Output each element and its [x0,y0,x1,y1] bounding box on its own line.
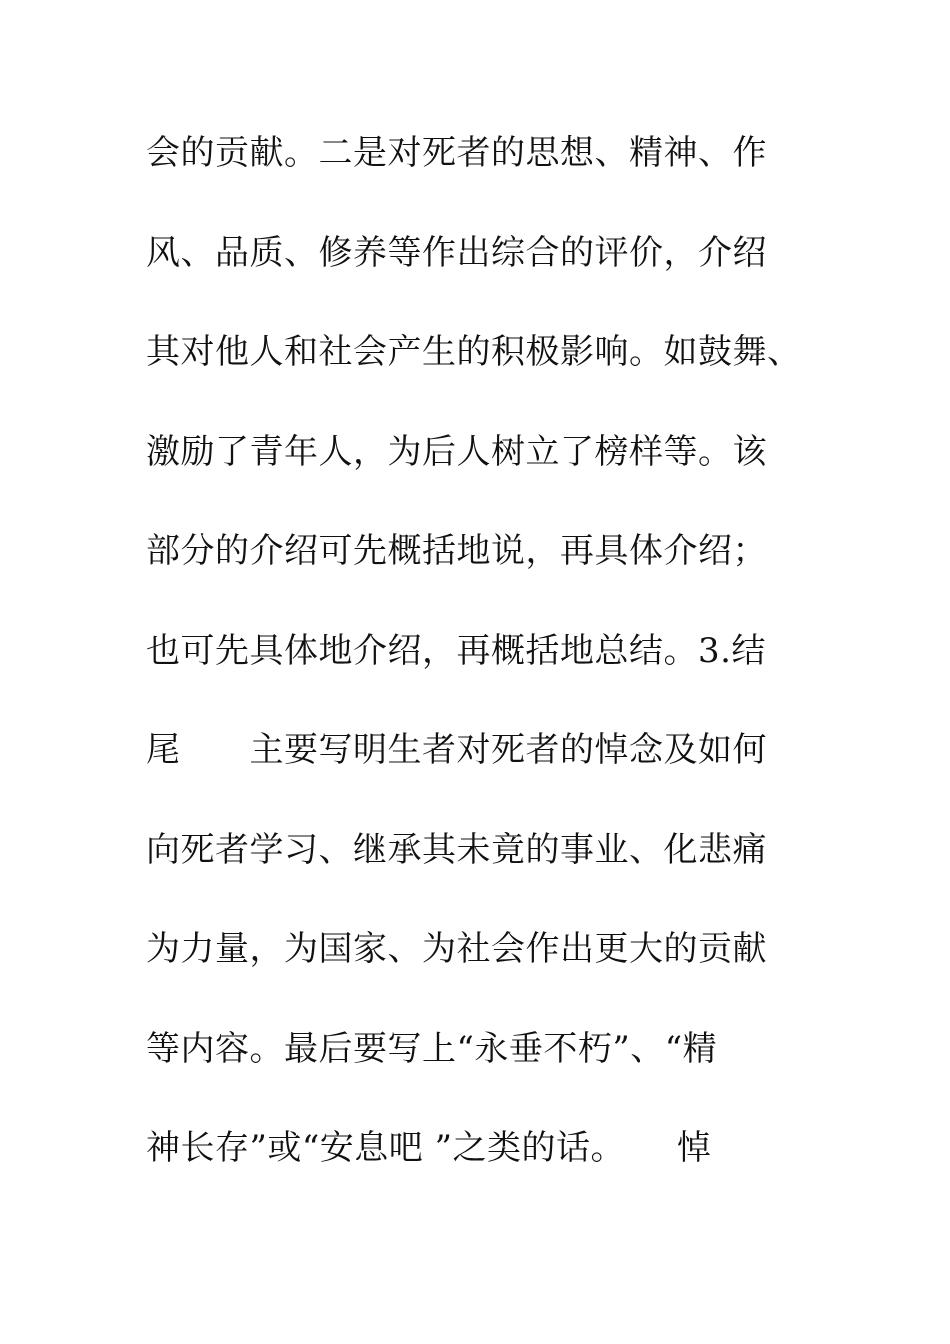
text-line: 激励了青年人，为后人树立了榜样等。该 [146,431,767,472]
text-line: 部分的介绍可先概括地说，再具体介绍； [146,531,767,571]
text-line: 其对他人和社会产生的积极影响。如鼓舞、 [146,332,802,372]
text-line: 为力量，为国家、为社会作出更大的贡献 [146,929,767,969]
text-line: 尾 主要写明生者对死者的悼念及如何 [146,730,767,770]
text-line: 向死者学习、继承其未竟的事业、化悲痛 [146,829,767,870]
text-line: 也可先具体地介绍，再概括地总结。3.结 [146,630,766,671]
text-line: 神长存”或“安息吧 ”之类的话。 悼 [146,1128,712,1168]
text-line: 风、品质、修养等作出综合的评价，介绍 [146,232,767,273]
text-line: 会的贡献。二是对死者的思想、精神、作 [146,133,767,173]
body-text [146,120,826,1215]
text-line: 等内容。最后要写上“永垂不朽”、“精 [146,1028,718,1069]
